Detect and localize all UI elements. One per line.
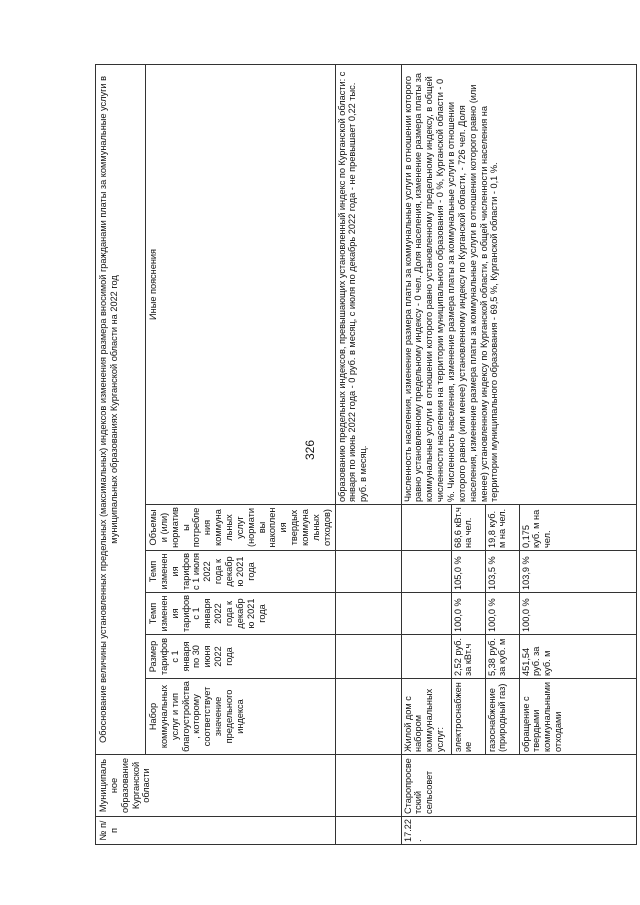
row-num: 17.22. [401,817,636,845]
row-set-title: Жилой дом с набором коммунальных услуг: [401,679,451,755]
header-set: Набор коммунальных услуг и тип благоустройства, которому соответствует значение предельного индекса [146,679,336,755]
rotated-table-wrapper [95,65,592,845]
header-municipality: Муниципальное образование Курганской области [96,755,336,817]
table-row [401,64,451,844]
service-tariff: 5,38 руб. за куб. м [485,635,519,679]
service-rate1: 100,0 % [451,593,485,635]
service-tariff: 2,52 руб. за кВт.ч [451,635,485,679]
service-volume: 0,175 куб. м на чел. [519,505,636,551]
service-volume: 68,6 кВт.ч на чел. [451,505,485,551]
header-rate1: Темп изменения тарифов с 1 января 2022 года к декабрю 2021 года [146,593,336,635]
header-volume: Объемы и (или) нормативы потребления коммунальных услуг (нормативы накопления твердых коммунальных отходов) [146,505,336,551]
page-number: 326 [303,439,318,461]
service-rate2: 105,0 % [451,551,485,593]
service-tariff: 451,54 руб. за куб. м [519,635,636,679]
service-rate2: 103,5 % [485,551,519,593]
header-tariff: Размер тарифов с 1 января по 30 июня 2022 года [146,635,336,679]
header-num: № п/п [96,817,336,845]
header-rate2: Темп изменения тарифов с 1 июля 2022 года к декабрю 2021 года [146,551,336,593]
service-name: газоснабжение (природный газ) [485,679,519,755]
service-rate1: 100,0 % [519,593,636,635]
service-volume: 19,8 куб. м на чел. [485,505,519,551]
header-justification: Обоснование величины установленных предельных (максимальных) индексов изменения размера вносимой гражданами платы за коммунальные услуги в муниципальных образованиях Курганской области на 2022 год [96,64,146,754]
service-name: обращение с твердыми коммунальными отходами [519,679,636,755]
row-municipality: Старопросветский сельсовет [401,755,636,817]
tariff-table [95,64,637,845]
service-name: электроснабжение [451,679,485,755]
continuation-note: образованию предельных индексов, превышающих установленный индекс по Курганской области: с января по июнь 2022 года - 0 руб. в месяц, с июля по декабрь 2022 года - не превышает 0,22 тыс. руб. в месяц. [335,64,401,504]
service-rate1: 100,0 % [485,593,519,635]
continuation-row [335,64,401,844]
header-notes: Иные пояснения [146,64,336,504]
row-notes: Численность населения, изменение размера платы за коммунальные услуги в отношении которого равно установленному предельному индексу - 0 чел. Доля населения, изменение размера платы за коммунальные услуги в отношении которого равно установленному предельному индексу, в общей численности населения на территории муниципального образования - 0 %, Курганской области - 0 %. Численность населения, изменение размера платы за коммунальные услуги в отношении которого равно (или менее) установленному индексу по Курганской области, - 726 чел. Доля населения, изменение размера платы за коммунальные услуги в отношении которого равно (или менее) установленному индексу по Курганской области, в общей численности населения на территории муниципального образования - 69,5 %, Курганской области - 0,1 %. [401,64,636,504]
service-rate2: 103,9 % [519,551,636,593]
